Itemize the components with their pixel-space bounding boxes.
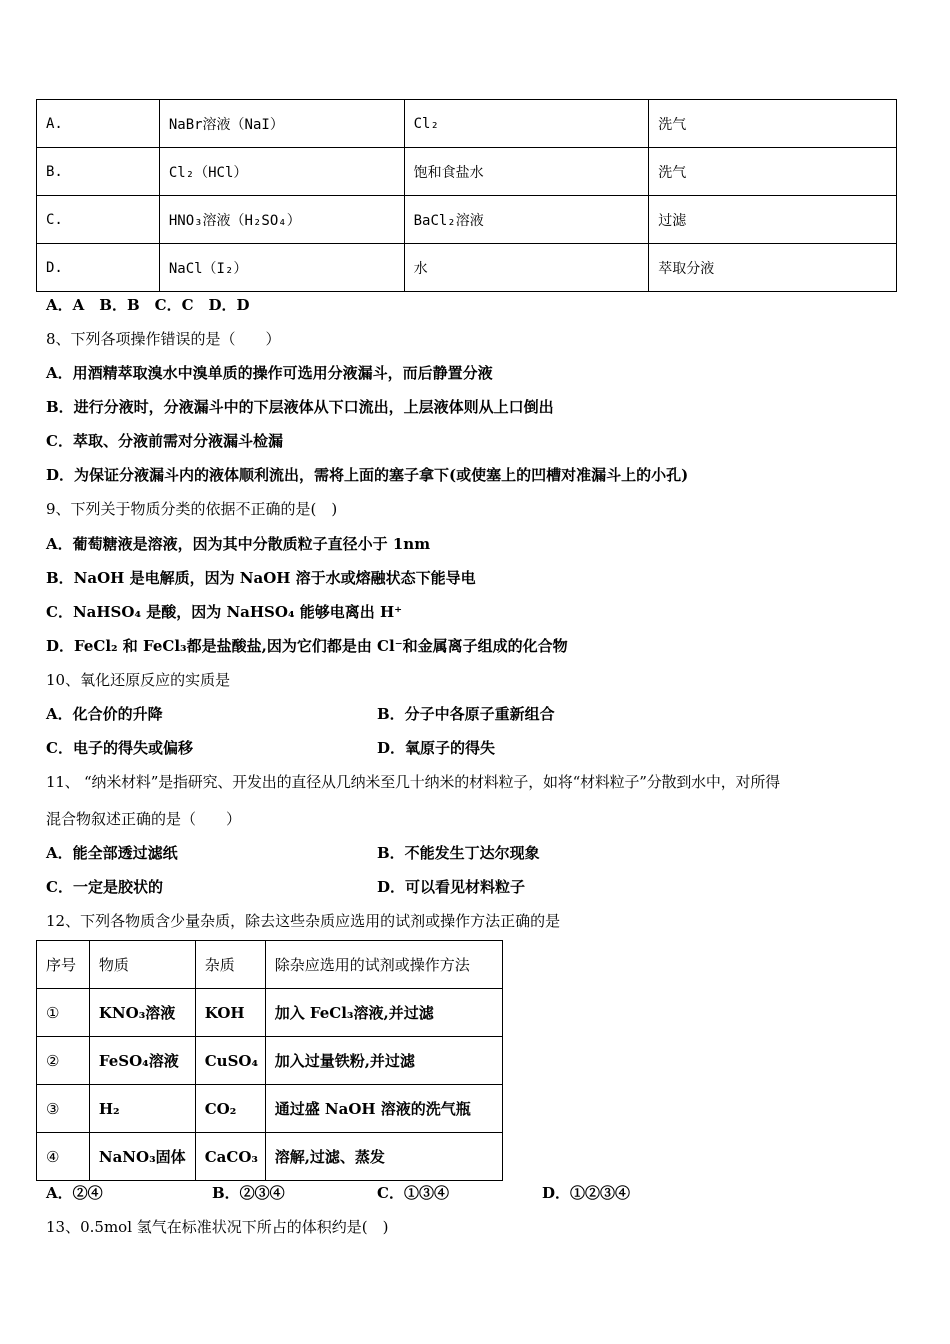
table-cell: 萃取分液 (649, 244, 897, 292)
q10-option-b: B．分子中各原子重新组合 (377, 705, 555, 723)
table-row (37, 1085, 503, 1133)
q9-stem: 9、下列关于物质分类的依据不正确的是( ) (46, 500, 338, 518)
q12-option-b: B．②③④ (212, 1184, 285, 1202)
table-cell: CaCO₃ (195, 1133, 265, 1181)
q13-stem: 13、0.5mol 氢气在标准状况下所占的体积约是( ) (46, 1218, 389, 1236)
table-cell: ③ (37, 1085, 90, 1133)
q9-option-a: A．葡萄糖液是溶液，因为其中分散质粒子直径小于 1nm (46, 535, 431, 553)
table-cell: CO₂ (195, 1085, 265, 1133)
table-cell: 洗气 (649, 100, 897, 148)
q10-option-c: C．电子的得失或偏移 (46, 739, 193, 757)
table-row (37, 989, 503, 1037)
q8-option-b: B．进行分液时，分液漏斗中的下层液体从下口流出，上层液体则从上口倒出 (46, 398, 554, 416)
table-header-cell: 物质 (89, 941, 195, 989)
table-cell: ② (37, 1037, 90, 1085)
q11-stem-line2: 混合物叙述正确的是（ ） (46, 810, 242, 828)
q12-option-a: A．②④ (46, 1184, 103, 1202)
table-header-row (37, 941, 503, 989)
table-cell: C. (37, 196, 160, 244)
q10-option-d: D．氧原子的得失 (377, 739, 496, 757)
table-cell: 饱和食盐水 (404, 148, 649, 196)
table-cell: NaBr溶液（NaI） (159, 100, 404, 148)
table-cell: FeSO₄溶液 (89, 1037, 195, 1085)
table-cell: HNO₃溶液（H₂SO₄） (159, 196, 404, 244)
q11-option-a: A．能全部透过滤纸 (46, 844, 178, 862)
table-header-cell: 杂质 (195, 941, 265, 989)
table-cell: 过滤 (649, 196, 897, 244)
q12-stem: 12、下列各物质含少量杂质，除去这些杂质应选用的试剂或操作方法正确的是 (46, 912, 561, 930)
table-cell: A. (37, 100, 160, 148)
table-cell: B. (37, 148, 160, 196)
q12-option-d: D．①②③④ (542, 1184, 631, 1202)
table-row (37, 148, 897, 196)
table-cell: 水 (404, 244, 649, 292)
impurity-table (36, 940, 503, 1181)
q10-option-a: A．化合价的升降 (46, 705, 163, 723)
q11-option-b: B．不能发生丁达尔现象 (377, 844, 540, 862)
q9-option-b: B．NaOH 是电解质，因为 NaOH 溶于水或熔融状态下能导电 (46, 569, 476, 587)
table-cell: 加入过量铁粉,并过滤 (265, 1037, 502, 1085)
q8-option-c: C．萃取、分液前需对分液漏斗检漏 (46, 432, 283, 450)
q9-option-d: D．FeCl₂ 和 FeCl₃都是盐酸盐,因为它们都是由 Cl⁻和金属离子组成的化合物 (46, 637, 568, 655)
table-row (37, 100, 897, 148)
reagent-table (36, 99, 897, 292)
q11-stem-line1: 11、 “纳米材料”是指研究、开发出的直径从几纳米至几十纳米的材料粒子，如将“材料粒子”分散到水中，对所得 (46, 773, 780, 791)
table-header-cell: 除杂应选用的试剂或操作方法 (265, 941, 502, 989)
table-cell: H₂ (89, 1085, 195, 1133)
table-row (37, 1037, 503, 1085)
q8-option-a: A．用酒精萃取溴水中溴单质的操作可选用分液漏斗，而后静置分液 (46, 364, 493, 382)
table-row (37, 196, 897, 244)
q11-option-d: D．可以看见材料粒子 (377, 878, 526, 896)
q10-stem: 10、氧化还原反应的实质是 (46, 671, 231, 689)
table-cell: ① (37, 989, 90, 1037)
table-cell: KOH (195, 989, 265, 1037)
table-cell: NaCl（I₂） (159, 244, 404, 292)
table-cell: Cl₂ (404, 100, 649, 148)
q8-stem: 8、下列各项操作错误的是（ ） (46, 330, 281, 348)
table-cell: 加入 FeCl₃溶液,并过滤 (265, 989, 502, 1037)
q11-option-c: C．一定是胶状的 (46, 878, 163, 896)
q7-options: A．A B．B C．C D．D (46, 296, 250, 314)
q8-option-d: D．为保证分液漏斗内的液体顺利流出，需将上面的塞子拿下(或使塞上的凹槽对准漏斗上的小孔) (46, 466, 689, 484)
table-cell: 洗气 (649, 148, 897, 196)
table-cell: KNO₃溶液 (89, 989, 195, 1037)
table-cell: Cl₂（HCl） (159, 148, 404, 196)
table-cell: CuSO₄ (195, 1037, 265, 1085)
table-cell: ④ (37, 1133, 90, 1181)
table-cell: 通过盛 NaOH 溶液的洗气瓶 (265, 1085, 502, 1133)
table-cell: 溶解,过滤、蒸发 (265, 1133, 502, 1181)
q9-option-c: C．NaHSO₄ 是酸，因为 NaHSO₄ 能够电离出 H⁺ (46, 603, 403, 621)
table-cell: NaNO₃固体 (89, 1133, 195, 1181)
table-row (37, 244, 897, 292)
table-cell: BaCl₂溶液 (404, 196, 649, 244)
table-header-cell: 序号 (37, 941, 90, 989)
table-cell: D. (37, 244, 160, 292)
q12-option-c: C．①③④ (377, 1184, 449, 1202)
table-row (37, 1133, 503, 1181)
